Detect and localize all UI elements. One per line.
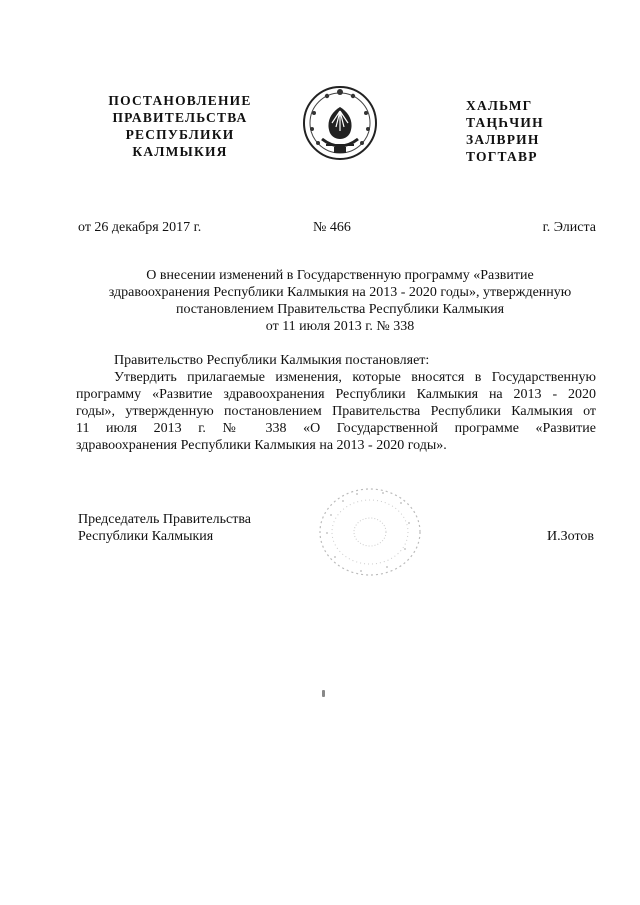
header-right-line: ТАҢҺЧИН (466, 115, 544, 130)
faded-seal-stamp-icon (313, 483, 427, 581)
header-left-line: ПРАВИТЕЛЬСТВА (112, 110, 248, 125)
signatory-position (78, 511, 251, 545)
decree-city: г. Элиста (542, 220, 596, 235)
body-line: 11 июля 2013 г. № 338 «О Государственной программе «Развитие (76, 421, 596, 436)
header-left-line: ПОСТАНОВЛЕНИЕ (108, 93, 252, 108)
header-left-line: РЕСПУБЛИКИ (125, 127, 235, 142)
kalmykia-coat-of-arms-icon (300, 83, 380, 163)
header-right-line: ТОГТАВР (466, 149, 538, 164)
decree-subject (80, 267, 600, 335)
decree-date: от 26 декабря 2017 г. (78, 220, 202, 235)
header-left-title (80, 92, 280, 160)
decree-statement: Правительство Республики Калмыкия постановляет: (114, 353, 430, 368)
body-line: годы», утвержденную постановлением Правительства Республики Калмыкия от (76, 404, 596, 419)
body-line: программу «Развитие здравоохранения Республики Калмыкия на 2013 - 2020 (76, 387, 596, 402)
signatory-position-line: Республики Калмыкия (78, 529, 214, 544)
subject-line: постановлением Правительства Республики Калмыкия (175, 302, 505, 317)
signatory-position-line: Председатель Правительства (78, 512, 251, 527)
body-line: Утвердить прилагаемые изменения, которые вносятся в Государственную (114, 370, 596, 385)
decree-number: № 466 (313, 220, 351, 235)
body-line: здравоохранения Республики Калмыкия на 2013 - 2020 годы». (76, 438, 447, 453)
decree-body (76, 352, 596, 454)
subject-line: здравоохранения Республики Калмыкия на 2013 - 2020 годы», утвержденную (108, 285, 572, 300)
subject-line: от 11 июля 2013 г. № 338 (265, 319, 415, 334)
header-right-line: ХАЛЬМГ (466, 98, 533, 113)
header-right-line: ЗАЛВРИН (466, 132, 540, 147)
signatory-name: И.Зотов (547, 529, 594, 544)
header-right-title (466, 97, 566, 165)
scan-mark (322, 690, 325, 697)
header-left-line: КАЛМЫКИЯ (132, 144, 228, 159)
subject-line: О внесении изменений в Государственную программу «Развитие (146, 268, 534, 283)
